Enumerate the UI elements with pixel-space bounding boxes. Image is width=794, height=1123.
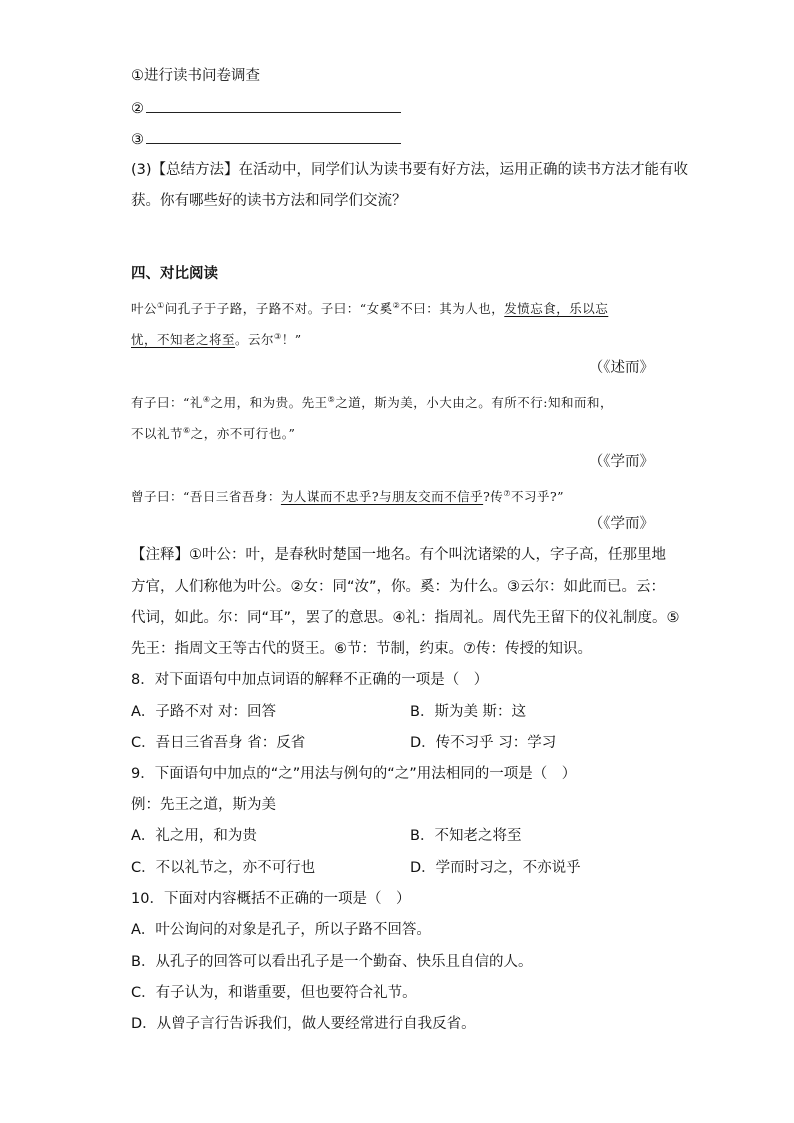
question-10-option-a[interactable]: A．叶公询问的对象是孔子，所以子路不回答。 (131, 922, 431, 938)
underlined-phrase: 忧，不知老之将至 (131, 332, 236, 348)
item-2-marker: ② (131, 101, 144, 117)
notes-line-2: 方官，人们称他为叶公。②女：同“汝”，你。奚：为什么。③云尔：如此而已。云： (131, 579, 666, 595)
survey-item-1: ①进行读书问卷调查 (131, 68, 260, 84)
question-10-stem: 10．下面对内容概括不正确的一项是（ ） (131, 891, 411, 907)
question-8-option-a[interactable]: A．子路不对 对：回答 (131, 704, 277, 720)
underlined-phrase: 为人谋而不忠乎?与朋友交而不信乎 (280, 489, 484, 505)
section-title: 四、对比阅读 (131, 266, 218, 282)
passage-1-line-2: 忧，不知老之将至。云尔③！” (131, 332, 302, 348)
item-3-marker: ③ (131, 132, 144, 148)
answer-blank-2[interactable] (146, 98, 401, 113)
answer-blank-3[interactable] (146, 129, 401, 144)
notes-line-1: 【注释】①叶公：叶，是春秋时楚国一地名。有个叫沈诸梁的人，字子高，任那里地 (131, 547, 666, 563)
question-3-line-2: 获。你有哪些好的读书方法和同学们交流？ (131, 193, 407, 209)
question-3-line-1: (3)【总结方法】在活动中，同学们认为读书要有好方法，运用正确的读书方法才能有收 (131, 162, 689, 178)
underlined-phrase: 发愤忘食，乐以忘 (504, 301, 609, 317)
passage-1-line-1: 叶公①问孔子于子路，子路不对。子曰：“女奚②不曰：其为人也，发愤忘食，乐以忘 (131, 301, 609, 317)
question-9-option-d[interactable]: D．学而时习之，不亦说乎 (410, 860, 581, 876)
question-9-stem: 9．下面语句中加点的“之”用法与例句的“之”用法相同的一项是（ ） (131, 766, 577, 782)
question-9-example: 例：先王之道，斯为美 (131, 797, 276, 813)
notes-line-3: 代词，如此。尔：同“耳”，罢了的意思。④礼：指周礼。周代先王留下的仪礼制度。⑤ (131, 610, 680, 626)
question-9-option-c[interactable]: C．不以礼节之，亦不可行也 (131, 860, 316, 876)
passage-2-line-2: 不以礼节⑥之，亦不可行也。” (131, 426, 296, 442)
question-10-option-c[interactable]: C．有子认为，和谐重要，但也要符合礼节。 (131, 985, 417, 1001)
question-8-option-d[interactable]: D．传不习乎 习：学习 (410, 735, 557, 751)
question-9-option-a[interactable]: A．礼之用，和为贵 (131, 828, 257, 844)
question-8-option-c[interactable]: C．吾日三省吾身 省：反省 (131, 735, 306, 751)
passage-2-line-1: 有子曰：“礼④之用，和为贵。先王⑤之道，斯为美，小大由之。有所不行:知和而和， (131, 395, 613, 411)
passage-2-source: （《学而》 (588, 454, 654, 470)
passage-3-line: 曾子曰：“吾日三省吾身：为人谋而不忠乎?与朋友交而不信乎?传⑦不习乎?” (131, 489, 565, 505)
question-10-option-d[interactable]: D．从曾子言行告诉我们，做人要经常进行自我反省。 (131, 1016, 476, 1032)
question-8-stem: 8．对下面语句中加点词语的解释不正确的一项是（ ） (131, 672, 489, 688)
notes-line-4: 先王：指周文王等古代的贤王。⑥节：节制，约束。⑦传：传授的知识。 (131, 641, 592, 657)
question-8-option-b[interactable]: B．斯为美 斯：这 (410, 704, 527, 720)
survey-item-3 (131, 129, 401, 150)
question-9-option-b[interactable]: B．不知老之将至 (410, 828, 522, 844)
passage-3-source: （《学而》 (588, 516, 654, 532)
passage-1-source: （《述而》 (588, 360, 654, 376)
survey-item-2 (131, 98, 401, 119)
question-10-option-b[interactable]: B．从孔子的回答可以看出孔子是一个勤奋、快乐且自信的人。 (131, 954, 533, 970)
